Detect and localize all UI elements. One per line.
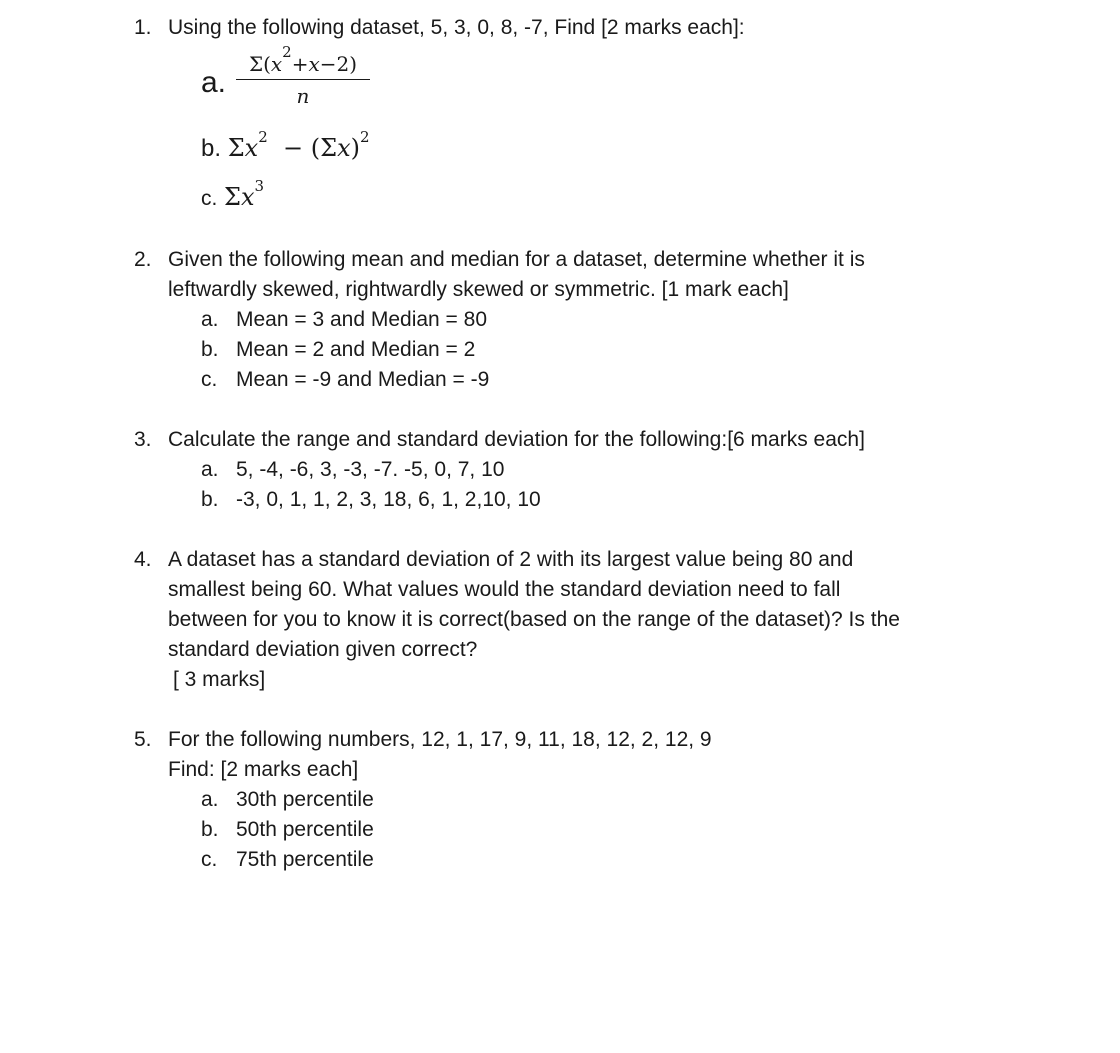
q1-b-expression: $\Sigma x^2 - (\Sigma x)^2$ [227,128,370,162]
question-4-line-4: standard deviation given correct? [168,638,478,661]
question-3-number: 3. [134,428,152,451]
q1-a-label: a. [201,66,227,99]
question-1-number: 1. [134,16,152,39]
list-item: a. 30th percentile [201,788,374,811]
question-4-line-3: between for you to know it is correct(based on the range of the dataset)? Is the [168,608,900,631]
question-2-line-1: Given the following mean and median for a dataset, determine whether it is [168,248,865,271]
question-4-line-1: A dataset has a standard deviation of 2 with its largest value being 80 and [168,548,854,571]
question-5-line-2: Find: [2 marks each] [168,758,359,781]
list-item: c. 75th percentile [201,848,374,871]
q1-b-item [201,128,370,166]
list-item: c. Mean = -9 and Median = -9 [201,368,490,391]
list-item: a. Mean = 3 and Median = 80 [201,308,488,331]
question-1-text: Using the following dataset, 5, 3, 0, 8, -7, Find [2 marks each]: [168,16,745,39]
q1-c-item [201,177,265,215]
question-4-number: 4. [134,548,152,571]
question-5-number: 5. [134,728,152,751]
question-4-marks: [ 3 marks] [173,668,266,691]
q1-c-label: c. [201,187,218,210]
q1-c-expression: $\Sigma x^3$ [224,177,265,211]
q1-a-numerator: $\Sigma(x^2+x-2)$ [236,52,370,80]
list-item: a. 5, -4, -6, 3, -3, -7. -5, 0, 7, 10 [201,458,505,481]
list-item: b. -3, 0, 1, 1, 2, 3, 18, 6, 1, 2,10, 10 [201,488,541,511]
q1-a-denominator: n [296,84,310,108]
question-3-line-1: Calculate the range and standard deviation for the following:[6 marks each] [168,428,865,451]
question-2-line-2: leftwardly skewed, rightwardly skewed or symmetric. [1 mark each] [168,278,789,301]
question-4-line-2: smallest being 60. What values would the standard deviation need to fall [168,578,841,601]
list-item: b. 50th percentile [201,818,374,841]
question-2-number: 2. [134,248,152,271]
question-5-line-1: For the following numbers, 12, 1, 17, 9, 11, 18, 12, 2, 12, 9 [168,728,712,751]
list-item: b. Mean = 2 and Median = 2 [201,338,476,361]
q1-a-fraction [236,43,370,108]
q1-b-label: b. [201,135,222,162]
